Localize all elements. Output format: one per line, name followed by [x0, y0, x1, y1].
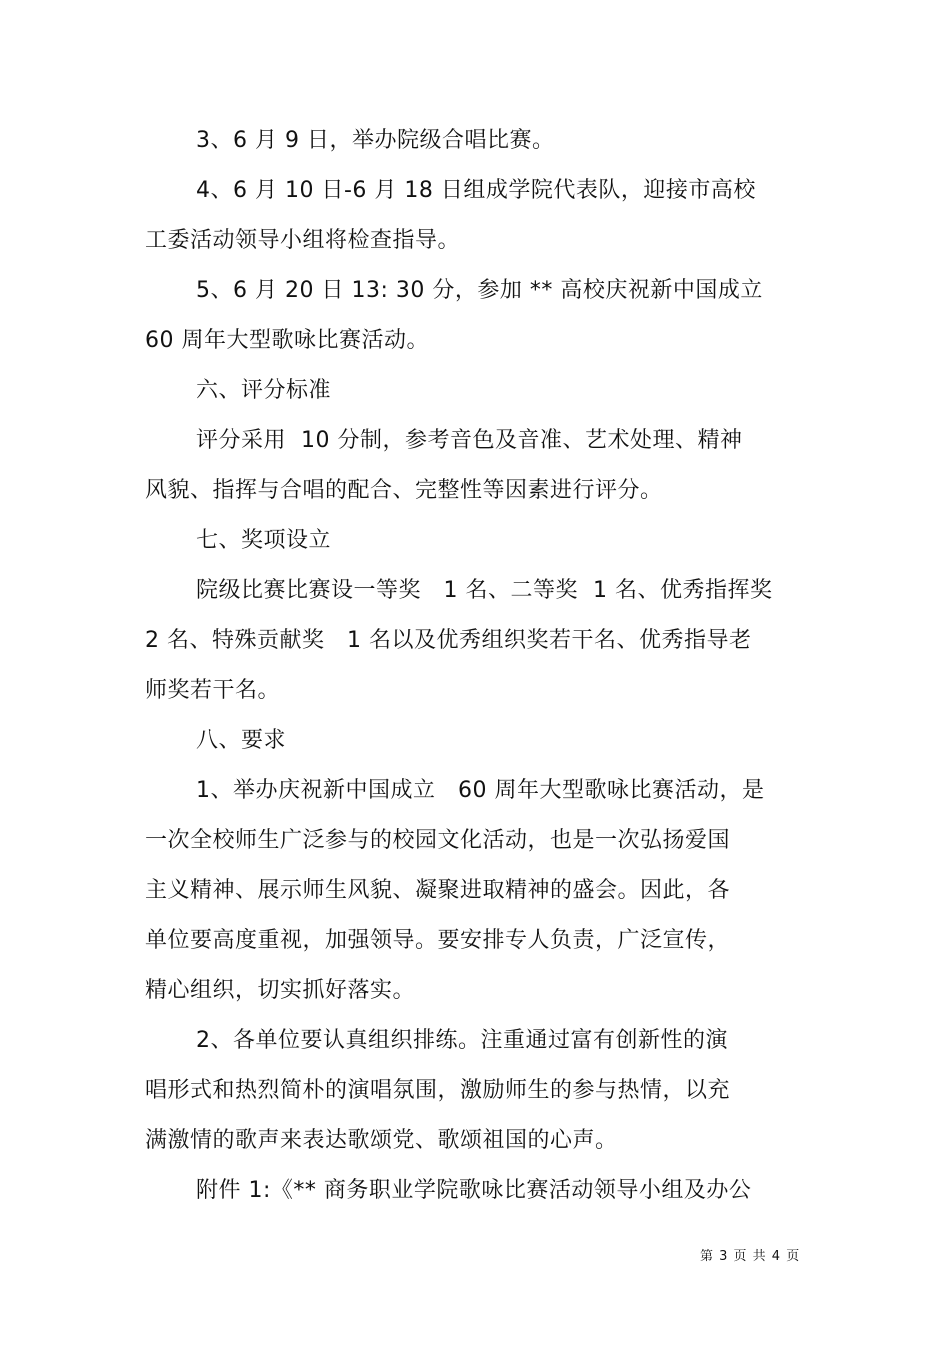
paragraph-line: 2 名、特殊贡献奖 1 名以及优秀组织奖若干名、优秀指导老 — [145, 628, 752, 653]
paragraph-line: 工委活动领导小组将检查指导。 — [145, 228, 461, 253]
section-heading: 七、奖项设立 — [196, 528, 332, 553]
paragraph-line: 主义精神、展示师生风貌、凝聚进取精神的盛会。因此，各 — [145, 878, 731, 903]
paragraph-line: 一次全校师生广泛参与的校园文化活动，也是一次弘扬爱国 — [145, 828, 731, 853]
paragraph-line: 唱形式和热烈简朴的演唱氛围，激励师生的参与热情，以充 — [145, 1078, 731, 1103]
paragraph-line: 5、6 月 20 日 13: 30 分，参加 ** 高校庆祝新中国成立 — [196, 278, 763, 303]
paragraph-line: 师奖若干名。 — [145, 678, 281, 703]
paragraph-line: 精心组织，切实抓好落实。 — [145, 978, 416, 1003]
paragraph-line: 风貌、指挥与合唱的配合、完整性等因素进行评分。 — [145, 478, 663, 503]
paragraph-line: 3、6 月 9 日，举办院级合唱比赛。 — [196, 128, 555, 153]
paragraph-line: 附件 1:《** 商务职业学院歌咏比赛活动领导小组及办公 — [196, 1178, 752, 1203]
paragraph-line: 满激情的歌声来表达歌颂党、歌颂祖国的心声。 — [145, 1128, 618, 1153]
paragraph-line: 4、6 月 10 日-6 月 18 日组成学院代表队，迎接市高校 — [196, 178, 756, 203]
page-number: 第 3 页 共 4 页 — [700, 1249, 801, 1264]
section-heading: 六、评分标准 — [196, 378, 332, 403]
paragraph-line: 评分采用 10 分制，参考音色及音准、艺术处理、精神 — [196, 428, 743, 453]
section-heading: 八、要求 — [196, 728, 287, 753]
paragraph-line: 院级比赛比赛设一等奖 1 名、二等奖 1 名、优秀指挥奖 — [196, 578, 773, 603]
paragraph-line: 1、举办庆祝新中国成立 60 周年大型歌咏比赛活动，是 — [196, 778, 765, 803]
paragraph-line: 单位要高度重视，加强领导。要安排专人负责，广泛宣传， — [145, 928, 731, 953]
paragraph-line: 60 周年大型歌咏比赛活动。 — [145, 328, 429, 353]
paragraph-line: 2、各单位要认真组织排练。注重通过富有创新性的演 — [196, 1028, 728, 1053]
